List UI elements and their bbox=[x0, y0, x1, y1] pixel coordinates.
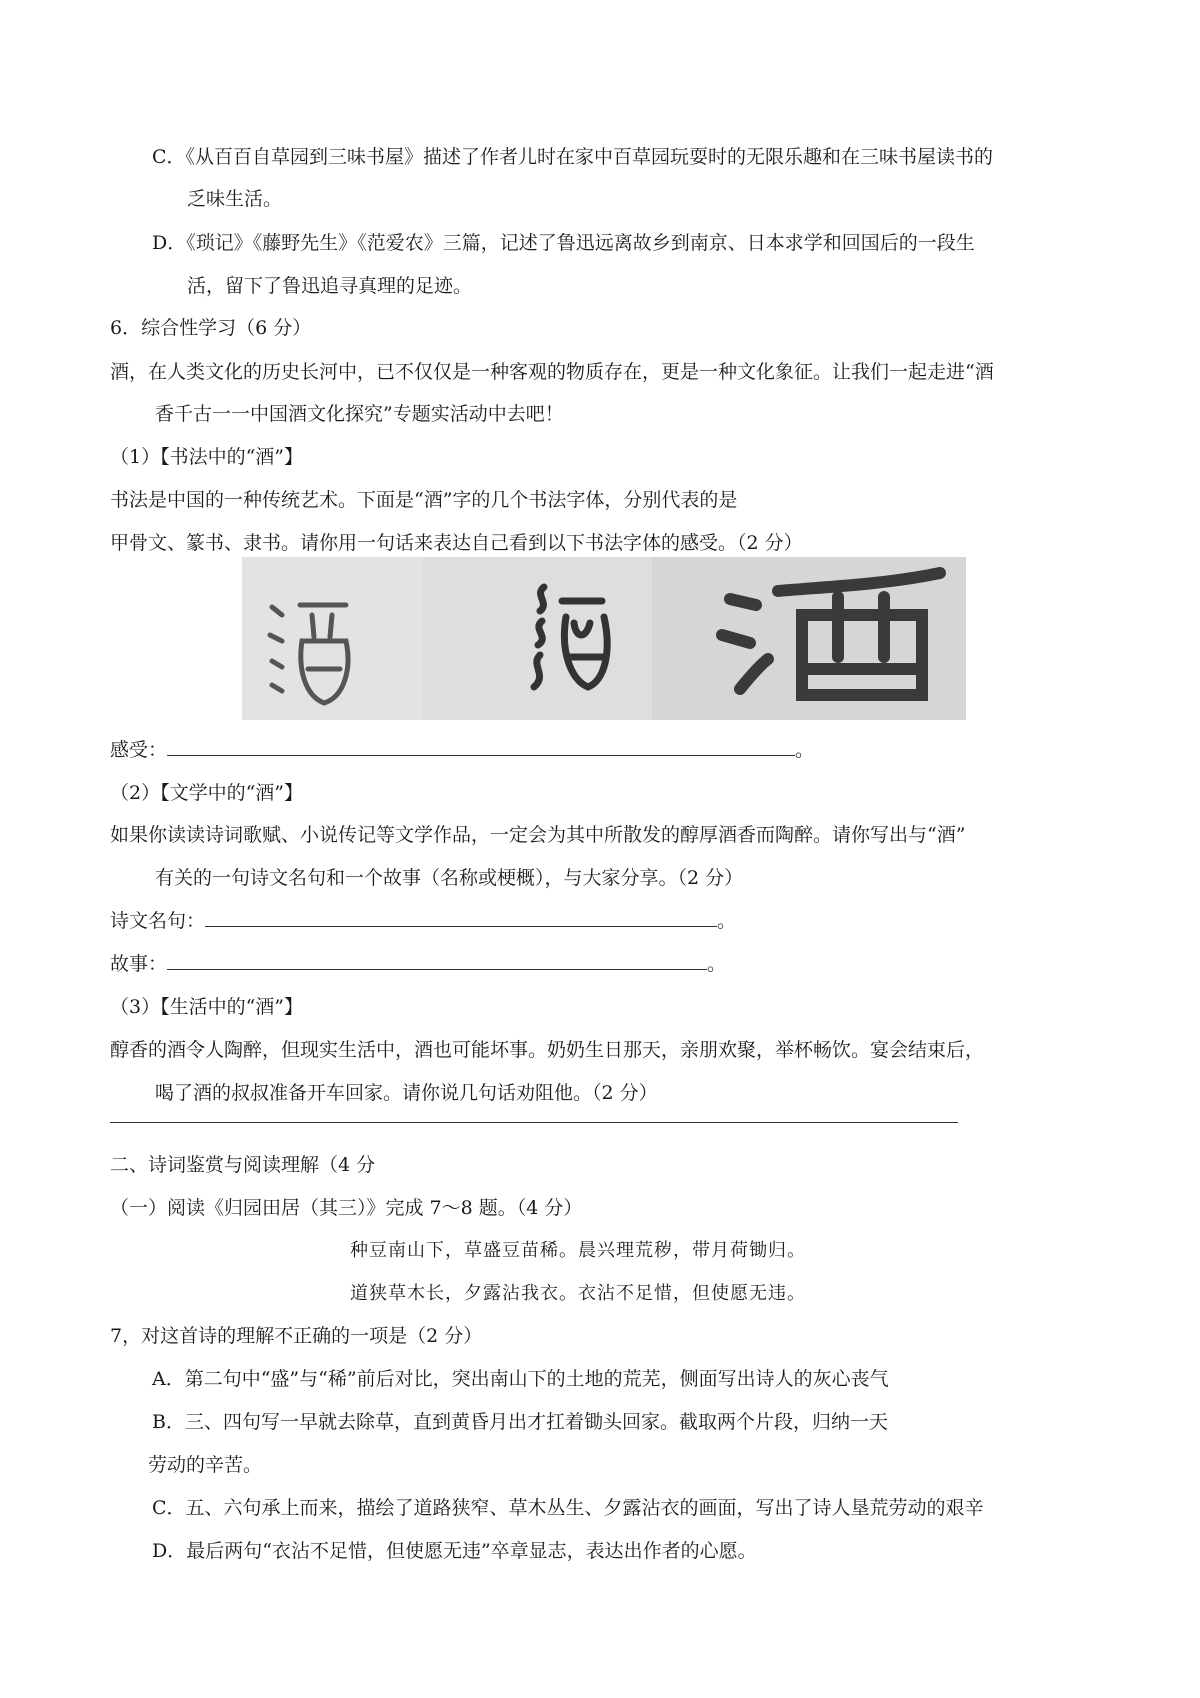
q6-intro-line1: 酒，在人类文化的历史长河中，已不仅仅是一种客观的物质存在，更是一种文化象征。让我们一起走进“酒 bbox=[110, 361, 994, 383]
q7-option-b-line2: 劳动的辛苦。 bbox=[148, 1454, 263, 1476]
q6-heading: 6．综合性学习（6 分） bbox=[110, 317, 312, 339]
feeling-label: 感受： bbox=[110, 739, 168, 761]
q6-part3-title: （3）【生活中的“酒”】 bbox=[110, 996, 304, 1018]
q7-option-d: D．最后两句“衣沾不足惜，但使愿无违”卒章显志，表达出作者的心愿。 bbox=[152, 1540, 757, 1562]
q6-part1-title: （1）【书法中的“酒”】 bbox=[110, 446, 304, 468]
q6-part3-line1: 醇香的酒令人陶醉，但现实生活中，酒也可能坏事。奶奶生日那天，亲朋欢聚，举杯畅饮。宴会结束后， bbox=[110, 1039, 985, 1061]
poem-line-1: 种豆南山下，草盛豆苗稀。晨兴理荒秽，带月荷锄归。 bbox=[350, 1240, 806, 1261]
feeling-answer-blank[interactable] bbox=[167, 737, 795, 756]
clerical-script-jiu-glyph bbox=[652, 557, 966, 720]
q7-heading: 7，对这首诗的理解不正确的一项是（2 分） bbox=[110, 1325, 483, 1347]
story-answer-blank[interactable] bbox=[167, 951, 707, 970]
feeling-period: 。 bbox=[795, 739, 815, 761]
feeling-answer-line[interactable] bbox=[110, 737, 814, 763]
calligraphy-panel-oracle bbox=[242, 557, 422, 720]
section2-heading: 二、诗词鉴赏与阅读理解（4 分 bbox=[110, 1154, 376, 1176]
calligraphy-panel-seal bbox=[422, 557, 652, 720]
q6-part3-line2: 喝了酒的叔叔准备开车回家。请你说几句话劝阻他。（2 分） bbox=[155, 1082, 658, 1104]
q5-option-c-line2: 乏味生活。 bbox=[187, 188, 283, 210]
poem-period: 。 bbox=[717, 910, 737, 932]
q6-intro-line2: 香千古一一中国酒文化探究”专题实活动中去吧！ bbox=[155, 403, 564, 425]
q5-option-d-line2: 活，留下了鲁迅追寻真理的足迹。 bbox=[187, 275, 473, 297]
calligraphy-image bbox=[242, 557, 966, 720]
section2-subheading: （一）阅读《归园田居（其三）》完成 7～8 题。（4 分） bbox=[110, 1197, 583, 1219]
oracle-bone-jiu-glyph bbox=[242, 557, 422, 720]
story-period: 。 bbox=[707, 953, 727, 975]
seal-script-jiu-glyph bbox=[422, 557, 652, 720]
story-label: 故事： bbox=[110, 953, 168, 975]
q6-part2-line1: 如果你读读诗词歌赋、小说传记等文学作品，一定会为其中所散发的醇厚酒香而陶醉。请你写出与“酒” bbox=[110, 824, 966, 846]
poem-answer-line[interactable] bbox=[110, 908, 736, 934]
q5-option-c-line1: C．《从百百自草园到三味书屋》描述了作者儿时在家中百草园玩耍时的无限乐趣和在三味书屋读书的 bbox=[152, 146, 994, 168]
q7-option-c: C．五、六句承上而来，描绘了道路狭窄、草木丛生、夕露沾衣的画面，写出了诗人垦荒劳动的艰辛 bbox=[152, 1497, 984, 1519]
poem-answer-blank[interactable] bbox=[205, 908, 717, 927]
calligraphy-panel-clerical bbox=[652, 557, 966, 720]
persuasion-answer-line[interactable] bbox=[110, 1122, 958, 1123]
q6-part1-line2: 甲骨文、篆书、隶书。请你用一句话来表达自己看到以下书法字体的感受。（2 分） bbox=[110, 532, 803, 554]
q7-option-b-line1: B．三、四句写一早就去除草，直到黄昏月出才扛着锄头回家。截取两个片段，归纳一天 bbox=[152, 1411, 888, 1433]
q6-part1-line1: 书法是中国的一种传统艺术。下面是“酒”字的几个书法字体，分别代表的是 bbox=[110, 489, 738, 511]
q6-part2-line2: 有关的一句诗文名句和一个故事（名称或梗概），与大家分享。（2 分） bbox=[155, 867, 744, 889]
q5-option-d-line1: D．《琐记》《藤野先生》《范爱农》三篇，记述了鲁迅远离故乡到南京、日本求学和回国后的一段生 bbox=[152, 232, 975, 254]
story-answer-line[interactable] bbox=[110, 951, 726, 977]
q7-option-a: A．第二句中“盛”与“稀”前后对比，突出南山下的土地的荒芜，侧面写出诗人的灰心丧气 bbox=[152, 1368, 889, 1390]
q6-part2-title: （2）【文学中的“酒”】 bbox=[110, 782, 304, 804]
poem-line-2: 道狭草木长，夕露沾我衣。衣沾不足惜，但使愿无违。 bbox=[350, 1283, 806, 1304]
poem-label: 诗文名句： bbox=[110, 910, 206, 932]
